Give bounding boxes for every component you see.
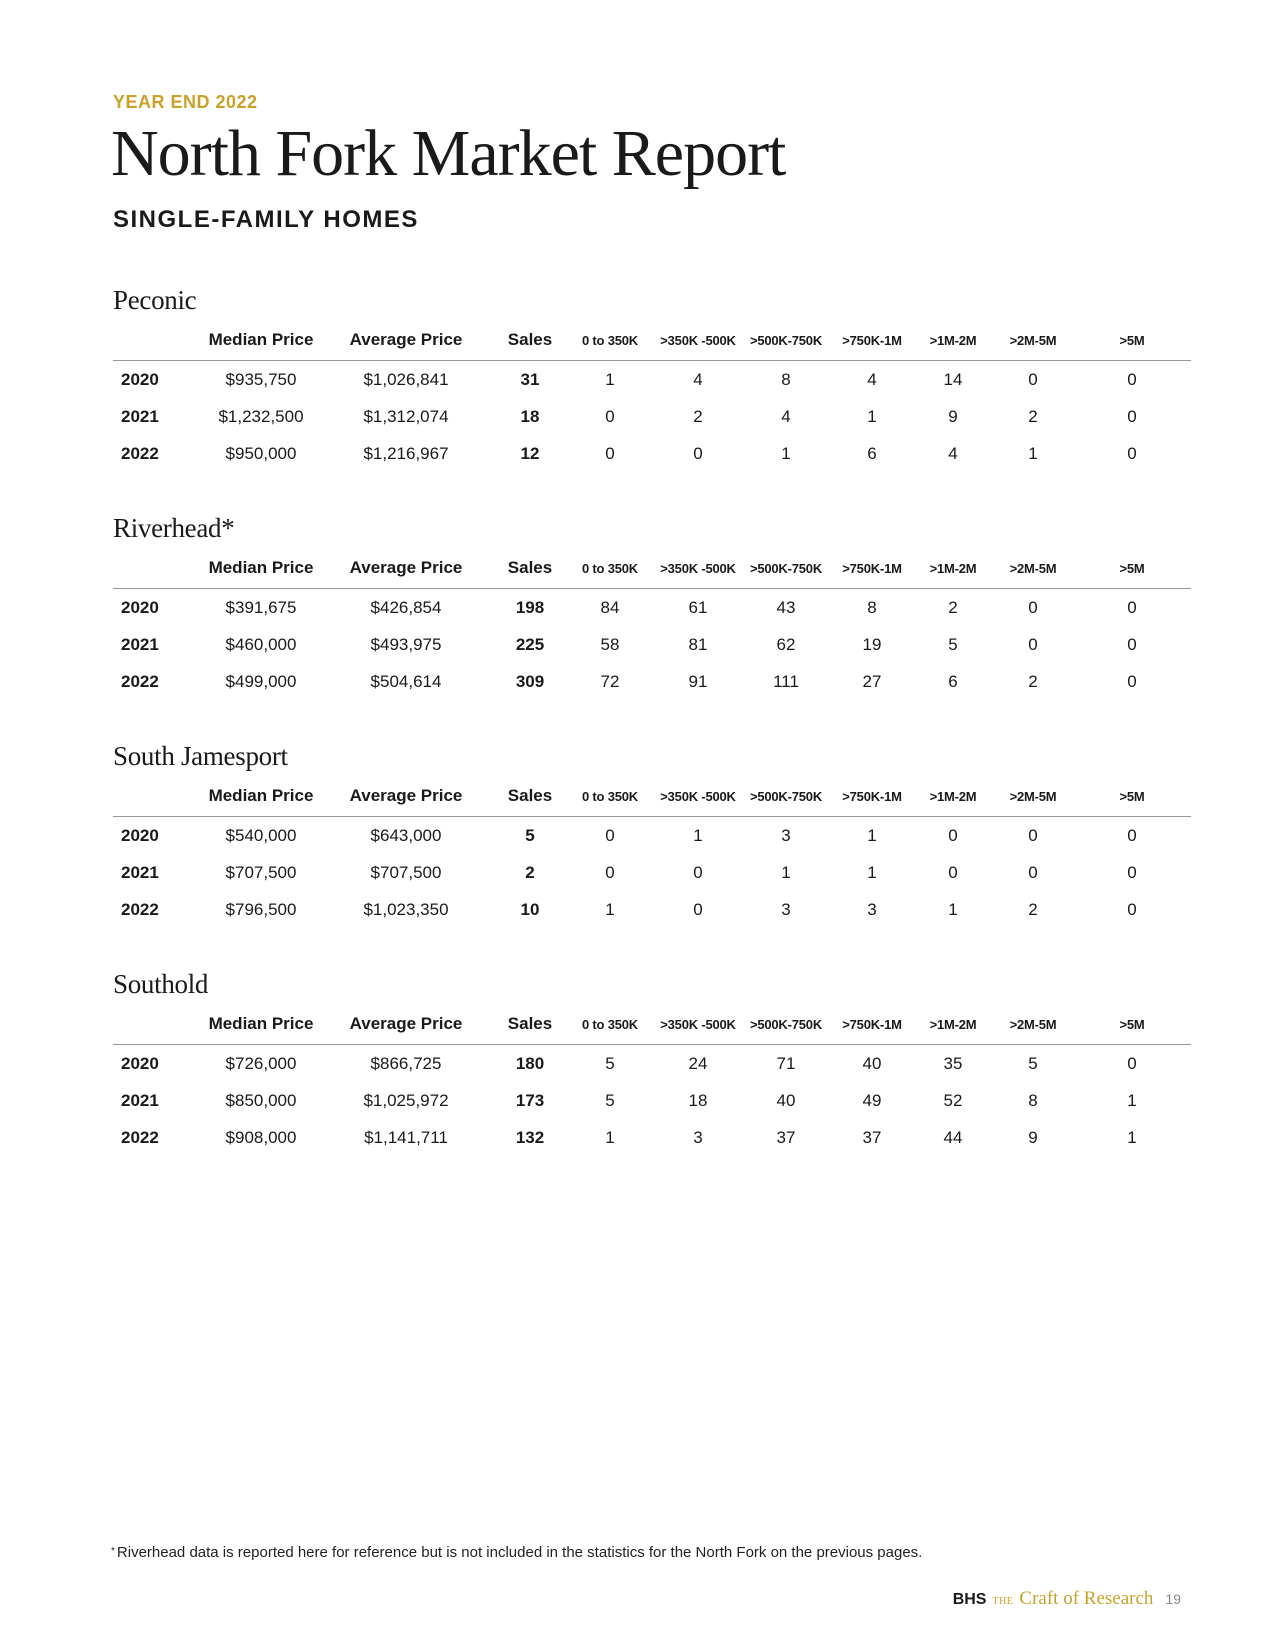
b1-cell: 0 xyxy=(605,443,615,463)
report-kicker: YEAR END 2022 xyxy=(113,92,258,112)
b6-cell: 1 xyxy=(1028,443,1038,463)
b7-cell: 0 xyxy=(1127,671,1137,691)
b5-cell: 6 xyxy=(948,671,958,691)
column-header: Median Price xyxy=(205,1004,317,1045)
market-table xyxy=(113,320,1191,472)
average-cell: $1,025,972 xyxy=(363,1090,449,1110)
sales-cell: 198 xyxy=(515,597,545,617)
column-header: Sales xyxy=(495,320,565,361)
section-title: Riverhead* xyxy=(113,513,235,543)
b6-cell: 2 xyxy=(1028,899,1038,919)
average-cell: $493,975 xyxy=(370,634,442,654)
column-header: >1M-2M xyxy=(913,1004,993,1045)
year-cell: 2022 xyxy=(121,671,159,691)
b1-cell: 5 xyxy=(605,1090,615,1110)
market-section xyxy=(113,280,1191,472)
b2-cell: 0 xyxy=(693,899,703,919)
b4-cell: 4 xyxy=(867,369,877,389)
sales-cell: 12 xyxy=(520,443,540,463)
year-header xyxy=(113,320,205,361)
average-cell: $1,141,711 xyxy=(364,1127,448,1147)
b3-cell: 4 xyxy=(781,406,791,426)
b3-cell: 71 xyxy=(776,1053,796,1073)
column-header: >350K -500K xyxy=(655,1004,741,1045)
b6-cell: 0 xyxy=(1028,634,1038,654)
year-cell: 2020 xyxy=(121,597,159,617)
b6-cell: 2 xyxy=(1028,671,1038,691)
b6-cell: 0 xyxy=(1028,597,1038,617)
b6-cell: 0 xyxy=(1028,825,1038,845)
b6-cell: 2 xyxy=(1028,406,1038,426)
average-cell: $426,854 xyxy=(370,597,442,617)
sales-cell: 225 xyxy=(515,634,545,654)
b3-cell: 62 xyxy=(776,634,796,654)
median-cell: $499,000 xyxy=(225,671,297,691)
b4-cell: 1 xyxy=(867,825,877,845)
b2-cell: 81 xyxy=(688,634,708,654)
average-cell: $1,023,350 xyxy=(363,899,449,919)
column-header: >750K-1M xyxy=(831,548,913,589)
b1-cell: 0 xyxy=(605,825,615,845)
column-header: >500K-750K xyxy=(741,320,831,361)
b7-cell: 0 xyxy=(1127,862,1137,882)
column-header: Median Price xyxy=(205,320,317,361)
table-row xyxy=(113,891,1191,928)
column-header: >1M-2M xyxy=(913,548,993,589)
b7-cell: 1 xyxy=(1127,1090,1137,1110)
b4-cell: 37 xyxy=(862,1127,882,1147)
sales-cell: 180 xyxy=(515,1053,545,1073)
footnote-text: Riverhead data is reported here for reference but is not included in the statistics for the North Fork on the previous pages. xyxy=(116,1544,923,1561)
sales-cell: 5 xyxy=(525,825,535,845)
year-cell: 2022 xyxy=(121,1127,159,1147)
column-header: >5M xyxy=(1073,1004,1191,1045)
column-header: >350K -500K xyxy=(655,776,741,817)
b4-cell: 1 xyxy=(867,406,877,426)
b4-cell: 6 xyxy=(867,443,877,463)
b1-cell: 1 xyxy=(605,1127,615,1147)
b3-cell: 43 xyxy=(776,597,796,617)
page-number: 19 xyxy=(1165,1591,1181,1607)
brand-the: THE xyxy=(992,1596,1014,1607)
b4-cell: 3 xyxy=(867,899,877,919)
year-cell: 2020 xyxy=(121,1053,159,1073)
column-header: >2M-5M xyxy=(993,320,1073,361)
median-cell: $391,675 xyxy=(225,597,297,617)
b1-cell: 1 xyxy=(605,369,615,389)
column-header: >500K-750K xyxy=(741,1004,831,1045)
b6-cell: 9 xyxy=(1028,1127,1038,1147)
column-header: Sales xyxy=(495,1004,565,1045)
table-row xyxy=(113,817,1191,855)
b2-cell: 24 xyxy=(688,1053,708,1073)
column-header: Median Price xyxy=(205,548,317,589)
table-row xyxy=(113,1119,1191,1156)
column-header: Average Price xyxy=(317,776,495,817)
average-cell: $1,026,841 xyxy=(363,369,449,389)
column-header: 0 to 350K xyxy=(565,1004,655,1045)
b7-cell: 0 xyxy=(1127,443,1137,463)
b4-cell: 19 xyxy=(862,634,882,654)
average-cell: $504,614 xyxy=(370,671,442,691)
column-header: 0 to 350K xyxy=(565,548,655,589)
b3-cell: 111 xyxy=(773,671,799,691)
table-row xyxy=(113,663,1191,700)
year-cell: 2021 xyxy=(121,862,159,882)
b4-cell: 27 xyxy=(862,671,882,691)
b4-cell: 8 xyxy=(867,597,877,617)
table-row xyxy=(113,1082,1191,1119)
b5-cell: 0 xyxy=(948,825,958,845)
b5-cell: 4 xyxy=(948,443,958,463)
column-header: 0 to 350K xyxy=(565,776,655,817)
column-header: >1M-2M xyxy=(913,320,993,361)
column-header: >350K -500K xyxy=(655,320,741,361)
column-header: >350K -500K xyxy=(655,548,741,589)
b4-cell: 40 xyxy=(862,1053,882,1073)
b5-cell: 35 xyxy=(943,1053,963,1073)
column-header: >5M xyxy=(1073,776,1191,817)
sales-cell: 173 xyxy=(515,1090,545,1110)
year-cell: 2021 xyxy=(121,634,159,654)
b2-cell: 4 xyxy=(693,369,703,389)
brand-logo: BHS xyxy=(952,1591,987,1608)
footnote xyxy=(111,1544,922,1561)
b5-cell: 1 xyxy=(948,899,958,919)
b6-cell: 8 xyxy=(1028,1090,1038,1110)
b7-cell: 0 xyxy=(1127,825,1137,845)
b7-cell: 0 xyxy=(1127,1053,1137,1073)
year-cell: 2022 xyxy=(121,899,159,919)
median-cell: $460,000 xyxy=(225,634,297,654)
median-cell: $950,000 xyxy=(225,443,297,463)
b6-cell: 0 xyxy=(1028,862,1038,882)
table-row xyxy=(113,589,1191,627)
column-header: >750K-1M xyxy=(831,776,913,817)
b5-cell: 52 xyxy=(943,1090,963,1110)
column-header: Average Price xyxy=(317,1004,495,1045)
b2-cell: 2 xyxy=(693,406,703,426)
median-cell: $908,000 xyxy=(225,1127,297,1147)
page-title: North Fork Market Report xyxy=(111,117,786,190)
median-cell: $935,750 xyxy=(225,369,297,389)
b6-cell: 0 xyxy=(1028,369,1038,389)
b2-cell: 0 xyxy=(693,443,703,463)
market-section xyxy=(113,964,1191,1156)
b5-cell: 0 xyxy=(948,862,958,882)
table-row xyxy=(113,435,1191,472)
median-cell: $1,232,500 xyxy=(218,406,304,426)
column-header: 0 to 350K xyxy=(565,320,655,361)
b2-cell: 3 xyxy=(693,1127,703,1147)
b2-cell: 0 xyxy=(693,862,703,882)
b5-cell: 2 xyxy=(948,597,958,617)
column-header: Average Price xyxy=(317,320,495,361)
page-subtitle: SINGLE-FAMILY HOMES xyxy=(113,206,419,233)
b6-cell: 5 xyxy=(1028,1053,1038,1073)
year-header xyxy=(113,776,205,817)
b3-cell: 3 xyxy=(781,825,791,845)
median-cell: $726,000 xyxy=(225,1053,297,1073)
b3-cell: 1 xyxy=(781,443,791,463)
column-header: >5M xyxy=(1073,320,1191,361)
table-row xyxy=(113,398,1191,435)
b1-cell: 84 xyxy=(600,597,620,617)
b7-cell: 0 xyxy=(1127,369,1137,389)
market-table xyxy=(113,548,1191,700)
market-table xyxy=(113,1004,1191,1156)
b1-cell: 0 xyxy=(605,862,615,882)
average-cell: $866,725 xyxy=(370,1053,442,1073)
average-cell: $1,312,074 xyxy=(363,406,449,426)
b2-cell: 18 xyxy=(688,1090,708,1110)
b7-cell: 0 xyxy=(1127,899,1137,919)
footer-brand xyxy=(953,1588,1181,1610)
table-row xyxy=(113,361,1191,399)
year-cell: 2021 xyxy=(121,406,159,426)
b3-cell: 8 xyxy=(781,369,791,389)
sales-cell: 309 xyxy=(515,671,545,691)
median-cell: $707,500 xyxy=(225,862,297,882)
b5-cell: 5 xyxy=(948,634,958,654)
b5-cell: 14 xyxy=(943,369,963,389)
b7-cell: 0 xyxy=(1127,406,1137,426)
market-section xyxy=(113,736,1191,928)
sales-cell: 10 xyxy=(520,899,540,919)
column-header: >2M-5M xyxy=(993,1004,1073,1045)
b1-cell: 5 xyxy=(605,1053,615,1073)
column-header: >500K-750K xyxy=(741,548,831,589)
column-header: Median Price xyxy=(205,776,317,817)
year-header xyxy=(113,548,205,589)
section-title: Peconic xyxy=(113,285,197,315)
b2-cell: 61 xyxy=(688,597,708,617)
column-header: >1M-2M xyxy=(913,776,993,817)
section-title: Southold xyxy=(113,969,209,999)
column-header: >2M-5M xyxy=(993,776,1073,817)
b4-cell: 1 xyxy=(867,862,877,882)
b1-cell: 1 xyxy=(605,899,615,919)
b3-cell: 3 xyxy=(781,899,791,919)
column-header: Sales xyxy=(495,548,565,589)
column-header: >5M xyxy=(1073,548,1191,589)
year-cell: 2020 xyxy=(121,369,159,389)
column-header: Average Price xyxy=(317,548,495,589)
year-cell: 2022 xyxy=(121,443,159,463)
column-header: >2M-5M xyxy=(993,548,1073,589)
column-header: >500K-750K xyxy=(741,776,831,817)
average-cell: $707,500 xyxy=(370,862,442,882)
b1-cell: 58 xyxy=(600,634,620,654)
column-header: >750K-1M xyxy=(831,320,913,361)
year-cell: 2021 xyxy=(121,1090,159,1110)
b3-cell: 40 xyxy=(776,1090,796,1110)
b1-cell: 72 xyxy=(600,671,620,691)
average-cell: $643,000 xyxy=(370,825,442,845)
table-row xyxy=(113,626,1191,663)
median-cell: $850,000 xyxy=(225,1090,297,1110)
b7-cell: 0 xyxy=(1127,634,1137,654)
market-section xyxy=(113,508,1191,700)
column-header: >750K-1M xyxy=(831,1004,913,1045)
year-cell: 2020 xyxy=(121,825,159,845)
footnote-marker: * xyxy=(111,1546,115,1557)
sales-cell: 31 xyxy=(520,369,540,389)
market-table xyxy=(113,776,1191,928)
table-row xyxy=(113,1045,1191,1083)
b5-cell: 44 xyxy=(943,1127,963,1147)
b1-cell: 0 xyxy=(605,406,615,426)
table-row xyxy=(113,854,1191,891)
brand-tagline: Craft of Research xyxy=(1019,1588,1154,1609)
b7-cell: 0 xyxy=(1127,597,1137,617)
sales-cell: 132 xyxy=(515,1127,545,1147)
b3-cell: 1 xyxy=(781,862,791,882)
year-header xyxy=(113,1004,205,1045)
b3-cell: 37 xyxy=(776,1127,796,1147)
b4-cell: 49 xyxy=(862,1090,882,1110)
average-cell: $1,216,967 xyxy=(363,443,449,463)
median-cell: $540,000 xyxy=(225,825,297,845)
b5-cell: 9 xyxy=(948,406,958,426)
sales-cell: 2 xyxy=(525,862,535,882)
median-cell: $796,500 xyxy=(225,899,297,919)
section-title: South Jamesport xyxy=(113,741,288,771)
column-header: Sales xyxy=(495,776,565,817)
sales-cell: 18 xyxy=(520,406,540,426)
b2-cell: 1 xyxy=(693,825,703,845)
b7-cell: 1 xyxy=(1127,1127,1137,1147)
b2-cell: 91 xyxy=(688,671,708,691)
